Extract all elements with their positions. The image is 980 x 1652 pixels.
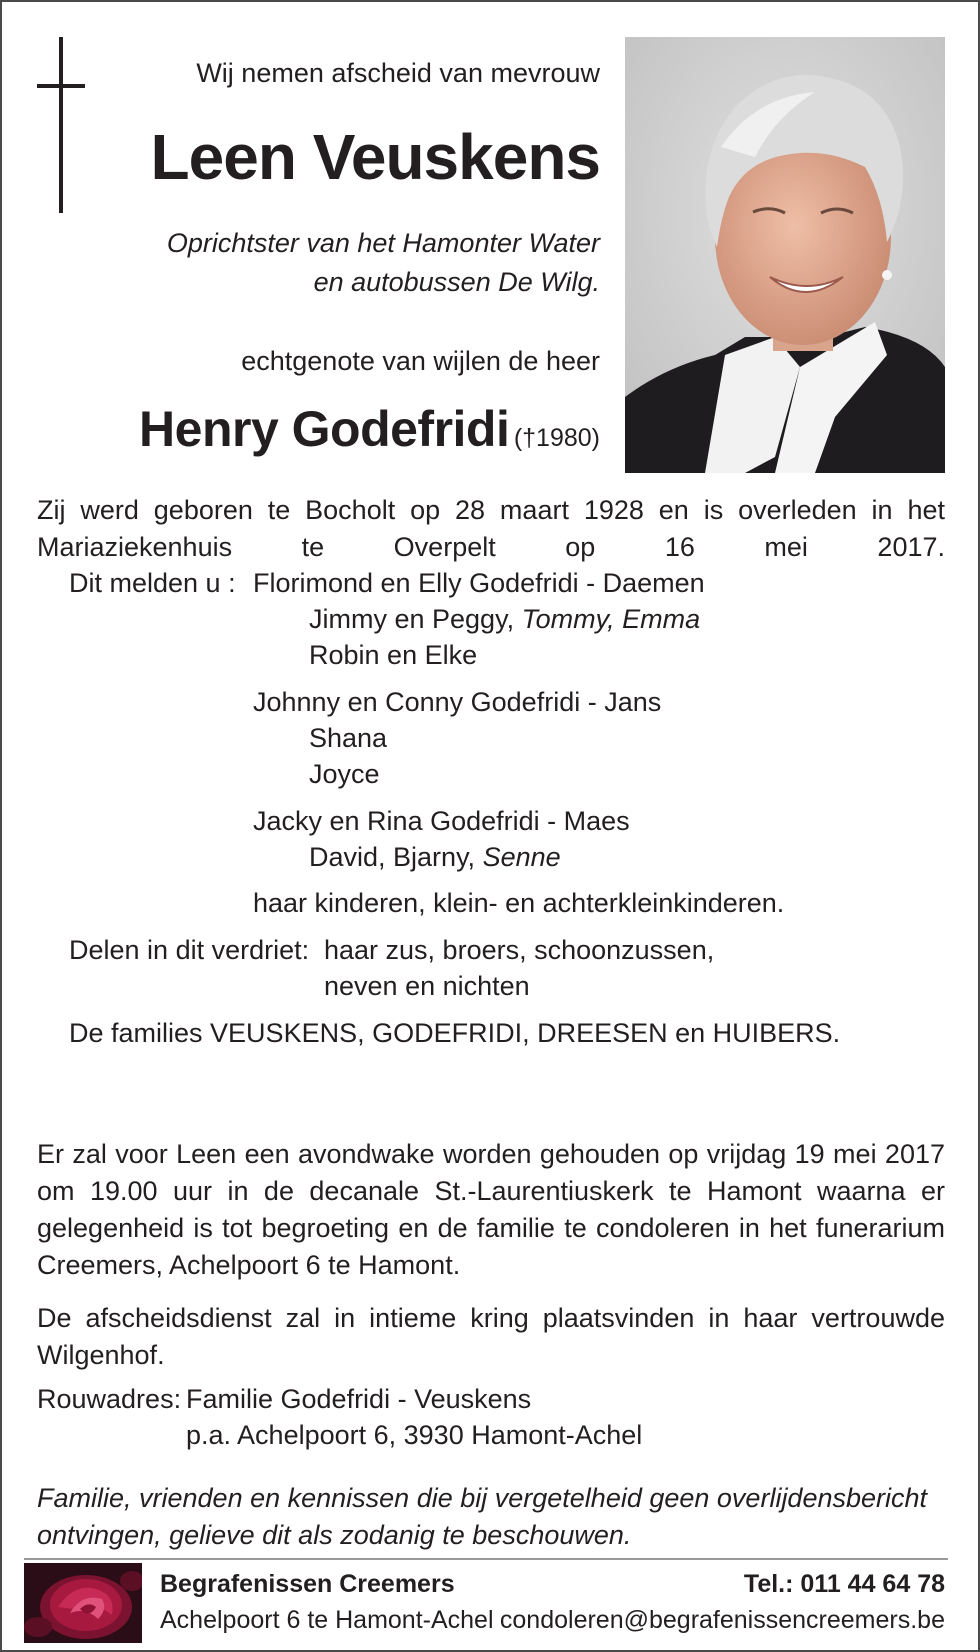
notice-paragraph: Familie, vrienden en kennissen die bij vergetelheid geen overlijdensbericht ontvingen, gelieve dit als zodanig te beschouwen. [37,1483,928,1550]
funeral-home-email[interactable]: condoleren@begrafenissencreemers.be [499,1606,945,1634]
family-group-head: Johnny en Conny Godefridi - Jans [253,687,662,717]
service-paragraph: De afscheidsdienst zal in intieme kring plaatsvinden in haar vertrouwde Wilgenhof. [37,1303,945,1370]
vigil-paragraph: Er zal voor Leen een avondwake worden gehouden op vrijdag 19 mei 2017 om 19.00 uur in de decanale St.-Laurentiuskerk te Hamont waarna er gelegenheid is tot begroeting en de familie te condoleren in het funerarium Creemers, Achelpoort 6 te Hamont. [37,1139,945,1280]
portrait-photo [625,37,945,473]
family-member-italic: Tommy, Emma [521,604,701,634]
intro-text: Wij nemen afscheid van mevrouw [196,58,600,88]
grief-line: neven en nichten [324,971,530,1001]
subtitle-line: Oprichtster van het Hamonter Water [166,228,600,258]
family-member-line: Robin en Elke [309,640,478,670]
address-line: p.a. Achelpoort 6, 3930 Hamont-Achel [186,1420,643,1450]
family-member-line: Joyce [309,759,380,789]
family-member-line [309,604,700,635]
families-line: De families VEUSKENS, GODEFRIDI, DREESEN en HUIBERS. [69,1018,841,1048]
family-group-head: Jacky en Rina Godefridi - Maes [253,806,630,836]
family-member: Jimmy en Peggy, [309,604,522,634]
rose-icon [24,1563,142,1643]
spouse-name: Henry Godefridi [139,401,510,457]
deceased-name: Leen Veuskens [150,121,600,193]
family-group-head: Florimond en Elly Godefridi - Daemen [253,568,705,598]
funeral-home-phone: Tel.: 011 44 64 78 [743,1570,945,1598]
family-member-line: Shana [309,723,388,753]
grief-line: haar zus, broers, schoonzussen, [324,935,715,965]
family-member-line [309,842,561,873]
family-member-italic: Senne [482,842,561,872]
spouse-line [139,400,600,458]
footer-divider [24,1558,948,1560]
spouse-intro: echtgenote van wijlen de heer [241,346,600,376]
funeral-home-address: Achelpoort 6 te Hamont-Achel [160,1606,494,1634]
deceased-subtitle [167,224,600,302]
address-line: Familie Godefridi - Veuskens [186,1384,532,1414]
children-line: haar kinderen, klein- en achterkleinkinderen. [253,888,785,918]
address-label: Rouwadres: [37,1384,182,1414]
birth-death-paragraph: Zij werd geboren te Bocholt op 28 maart 1928 en is overleden in het Mariaziekenhuis te Overpelt op 16 mei 2017. [37,495,945,562]
funeral-home-name: Begrafenissen Creemers [160,1570,455,1598]
subtitle-line: en autobussen De Wilg. [313,267,600,297]
family-label: Dit melden u : [69,568,236,598]
spouse-death-year: (†1980) [513,424,600,452]
family-member: David, Bjarny, [309,842,483,872]
cross-icon-bar [37,84,85,88]
grief-label: Delen in dit verdriet: [69,935,310,965]
cross-icon [59,37,63,213]
